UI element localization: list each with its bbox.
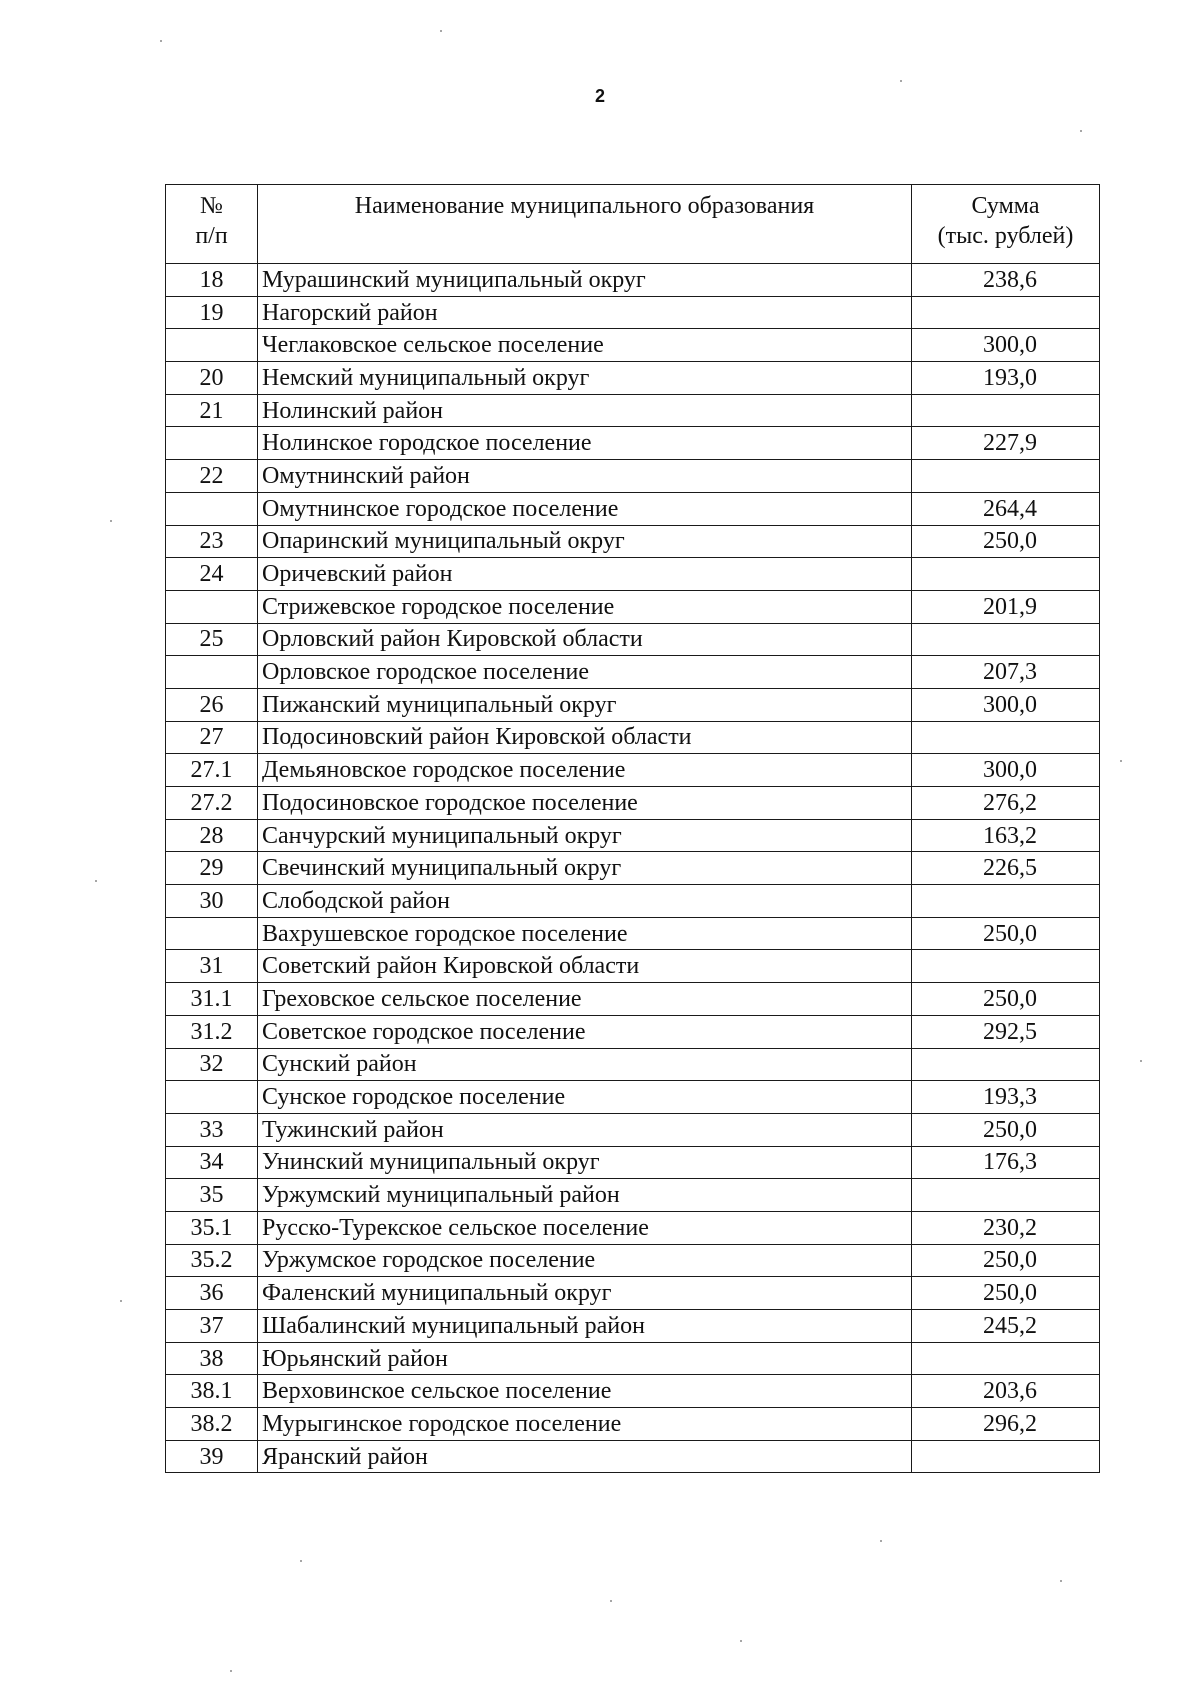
row-municipality-name: Свечинский муниципальный округ — [258, 852, 912, 885]
row-number — [166, 492, 258, 525]
row-number: 27.1 — [166, 754, 258, 787]
row-municipality-name: Орловское городское поселение — [258, 656, 912, 689]
row-sum: 250,0 — [912, 1277, 1100, 1310]
table-row — [166, 688, 1100, 721]
row-number: 35 — [166, 1179, 258, 1212]
header-number — [166, 185, 258, 264]
header-sum-label: Сумма — [971, 193, 1040, 219]
row-sum: 276,2 — [912, 787, 1100, 820]
table-row — [166, 754, 1100, 787]
row-municipality-name: Омутнинское городское поселение — [258, 492, 912, 525]
table-row — [166, 1015, 1100, 1048]
row-sum — [912, 623, 1100, 656]
row-number: 21 — [166, 394, 258, 427]
row-sum: 296,2 — [912, 1408, 1100, 1441]
row-municipality-name: Нагорский район — [258, 296, 912, 329]
row-sum — [912, 721, 1100, 754]
row-number: 23 — [166, 525, 258, 558]
table-row — [166, 1342, 1100, 1375]
table-row — [166, 1310, 1100, 1343]
row-number: 31 — [166, 950, 258, 983]
row-sum: 250,0 — [912, 917, 1100, 950]
row-number — [166, 590, 258, 623]
table-row — [166, 885, 1100, 918]
row-municipality-name: Яранский район — [258, 1440, 912, 1473]
row-municipality-name: Опаринский муниципальный округ — [258, 525, 912, 558]
row-sum: 207,3 — [912, 656, 1100, 689]
row-municipality-name: Русско-Турекское сельское поселение — [258, 1211, 912, 1244]
row-sum: 203,6 — [912, 1375, 1100, 1408]
table-row — [166, 590, 1100, 623]
row-sum: 193,3 — [912, 1081, 1100, 1114]
table-row — [166, 1375, 1100, 1408]
row-municipality-name: Омутнинский район — [258, 460, 912, 493]
row-number: 27.2 — [166, 787, 258, 820]
row-municipality-name: Шабалинский муниципальный район — [258, 1310, 912, 1343]
row-municipality-name: Советское городское поселение — [258, 1015, 912, 1048]
row-sum — [912, 558, 1100, 591]
row-number: 33 — [166, 1113, 258, 1146]
row-sum — [912, 1179, 1100, 1212]
row-municipality-name: Советский район Кировской области — [258, 950, 912, 983]
table-header-row — [166, 185, 1100, 264]
row-sum: 292,5 — [912, 1015, 1100, 1048]
row-number — [166, 656, 258, 689]
row-number: 25 — [166, 623, 258, 656]
row-sum: 250,0 — [912, 1244, 1100, 1277]
row-number: 28 — [166, 819, 258, 852]
row-municipality-name: Мурыгинское городское поселение — [258, 1408, 912, 1441]
row-number: 39 — [166, 1440, 258, 1473]
row-number — [166, 1081, 258, 1114]
table-row — [166, 492, 1100, 525]
row-number: 26 — [166, 688, 258, 721]
row-municipality-name: Нолинское городское поселение — [258, 427, 912, 460]
row-sum — [912, 1440, 1100, 1473]
header-number-abbr: п/п — [195, 223, 228, 249]
row-number: 32 — [166, 1048, 258, 1081]
table-row — [166, 296, 1100, 329]
row-number: 31.2 — [166, 1015, 258, 1048]
row-municipality-name: Греховское сельское поселение — [258, 983, 912, 1016]
table-row — [166, 329, 1100, 362]
row-number — [166, 329, 258, 362]
row-number: 24 — [166, 558, 258, 591]
row-municipality-name: Сунское городское поселение — [258, 1081, 912, 1114]
row-municipality-name: Нолинский район — [258, 394, 912, 427]
table-row — [166, 1113, 1100, 1146]
row-municipality-name: Демьяновское городское поселение — [258, 754, 912, 787]
row-sum — [912, 885, 1100, 918]
table-row — [166, 852, 1100, 885]
page-number: 2 — [594, 86, 605, 106]
row-number: 20 — [166, 362, 258, 395]
row-number: 19 — [166, 296, 258, 329]
row-number: 36 — [166, 1277, 258, 1310]
row-number: 22 — [166, 460, 258, 493]
row-municipality-name: Слободской район — [258, 885, 912, 918]
row-number: 38 — [166, 1342, 258, 1375]
row-municipality-name: Чеглаковское сельское поселение — [258, 329, 912, 362]
row-number: 27 — [166, 721, 258, 754]
row-sum — [912, 394, 1100, 427]
row-municipality-name: Верховинское сельское поселение — [258, 1375, 912, 1408]
table-row — [166, 460, 1100, 493]
row-municipality-name: Оричевский район — [258, 558, 912, 591]
row-sum: 264,4 — [912, 492, 1100, 525]
row-sum: 227,9 — [912, 427, 1100, 460]
row-number — [166, 917, 258, 950]
row-number: 30 — [166, 885, 258, 918]
table-row — [166, 983, 1100, 1016]
table-row — [166, 1146, 1100, 1179]
table-row — [166, 362, 1100, 395]
header-sum — [912, 185, 1100, 264]
row-municipality-name: Санчурский муниципальный округ — [258, 819, 912, 852]
row-sum: 250,0 — [912, 525, 1100, 558]
table-row — [166, 525, 1100, 558]
table-row — [166, 1179, 1100, 1212]
table-row — [166, 1211, 1100, 1244]
allocation-table — [165, 184, 1100, 1473]
table-row — [166, 1048, 1100, 1081]
table-row — [166, 721, 1100, 754]
row-sum: 245,2 — [912, 1310, 1100, 1343]
row-sum: 300,0 — [912, 329, 1100, 362]
table-body — [166, 264, 1100, 1473]
row-sum: 250,0 — [912, 983, 1100, 1016]
row-sum: 226,5 — [912, 852, 1100, 885]
table-row — [166, 1440, 1100, 1473]
row-sum — [912, 950, 1100, 983]
row-sum: 230,2 — [912, 1211, 1100, 1244]
row-sum: 201,9 — [912, 590, 1100, 623]
row-number: 29 — [166, 852, 258, 885]
row-number: 35.2 — [166, 1244, 258, 1277]
header-number-symbol: № — [200, 193, 223, 219]
row-municipality-name: Пижанский муниципальный округ — [258, 688, 912, 721]
table-row — [166, 1244, 1100, 1277]
row-municipality-name: Тужинский район — [258, 1113, 912, 1146]
row-municipality-name: Уржумское городское поселение — [258, 1244, 912, 1277]
row-municipality-name: Орловский район Кировской области — [258, 623, 912, 656]
row-number: 35.1 — [166, 1211, 258, 1244]
row-municipality-name: Сунский район — [258, 1048, 912, 1081]
table-row — [166, 656, 1100, 689]
row-sum: 300,0 — [912, 688, 1100, 721]
row-municipality-name: Унинский муниципальный округ — [258, 1146, 912, 1179]
row-sum: 163,2 — [912, 819, 1100, 852]
row-sum: 300,0 — [912, 754, 1100, 787]
row-municipality-name: Уржумский муниципальный район — [258, 1179, 912, 1212]
table-row — [166, 1277, 1100, 1310]
table-row — [166, 1408, 1100, 1441]
row-number: 34 — [166, 1146, 258, 1179]
row-municipality-name: Немский муниципальный округ — [258, 362, 912, 395]
row-sum: 238,6 — [912, 264, 1100, 297]
table-row — [166, 264, 1100, 297]
row-municipality-name: Подосиновский район Кировской области — [258, 721, 912, 754]
row-municipality-name: Подосиновское городское поселение — [258, 787, 912, 820]
row-sum — [912, 1048, 1100, 1081]
row-municipality-name: Стрижевское городское поселение — [258, 590, 912, 623]
table-row — [166, 427, 1100, 460]
table-row — [166, 787, 1100, 820]
row-sum: 176,3 — [912, 1146, 1100, 1179]
row-sum: 250,0 — [912, 1113, 1100, 1146]
row-number: 18 — [166, 264, 258, 297]
row-municipality-name: Вахрушевское городское поселение — [258, 917, 912, 950]
row-sum — [912, 296, 1100, 329]
row-number: 31.1 — [166, 983, 258, 1016]
row-municipality-name: Мурашинский муниципальный округ — [258, 264, 912, 297]
row-sum: 193,0 — [912, 362, 1100, 395]
row-number: 38.2 — [166, 1408, 258, 1441]
row-municipality-name: Юрьянский район — [258, 1342, 912, 1375]
row-sum — [912, 1342, 1100, 1375]
table-row — [166, 558, 1100, 591]
row-number: 38.1 — [166, 1375, 258, 1408]
header-name: Наименование муниципального образования — [258, 185, 912, 264]
table-row — [166, 623, 1100, 656]
table-row — [166, 394, 1100, 427]
table-row — [166, 917, 1100, 950]
row-number: 37 — [166, 1310, 258, 1343]
table-row — [166, 950, 1100, 983]
table-row — [166, 1081, 1100, 1114]
row-municipality-name: Фаленский муниципальный округ — [258, 1277, 912, 1310]
table-row — [166, 819, 1100, 852]
header-sum-unit: (тыс. рублей) — [937, 223, 1074, 249]
row-sum — [912, 460, 1100, 493]
row-number — [166, 427, 258, 460]
